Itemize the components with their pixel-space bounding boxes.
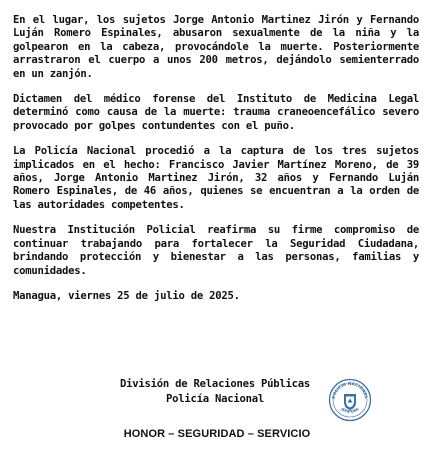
seal-text-top: POLICÍA NACIONAL	[331, 380, 369, 400]
paragraph-arrest: La Policía Nacional procedió a la captura de los tres sujetos implicados en el hecho: Francisco Javier Martínez Moreno, de 39 años, Jorge Antonio Martinez Jirón, 32 años y Fernando Luján Romero Espinales, de 46 años, quienes se encuentran a la orden de las autoridades competentes.	[13, 145, 419, 211]
signature-department: División de Relaciones Públicas	[120, 378, 310, 390]
date-line: Managua, viernes 25 de julio de 2025.	[13, 289, 240, 302]
seal-text-bottom: JEFATURA	[340, 407, 360, 414]
paragraph-forensic-report: Dictamen del médico forense del Instituto de Medicina Legal determinó como causa de la muerte: trauma craneoencefálico severo provocado por golpes contundentes con el puño.	[13, 93, 419, 132]
signature-institution: Policía Nacional	[165, 392, 265, 405]
paragraph-crime-description: En el lugar, los sujetos Jorge Antonio Martinez Jirón y Fernando Luján Romero Espinales, abusaron sexualmente de la niña y la golpearon en la cabeza, provocándole la muerte. Posteriormente arrastraron el cuerpo a unos 200 metros, dejándolo semienterrado en un zanjón.	[13, 14, 419, 80]
police-seal-icon	[328, 378, 372, 422]
press-release-body	[13, 14, 419, 303]
signature-block	[60, 377, 370, 406]
paragraph-commitment: Nuestra Institución Policial reafirma su firme compromiso de continuar trabajando para fortalecer la Seguridad Ciudadana, brindando protección y bienestar a las personas, familias y comunidades.	[13, 224, 419, 277]
institution-motto: HONOR – SEGURIDAD – SERVICIO	[123, 428, 311, 440]
